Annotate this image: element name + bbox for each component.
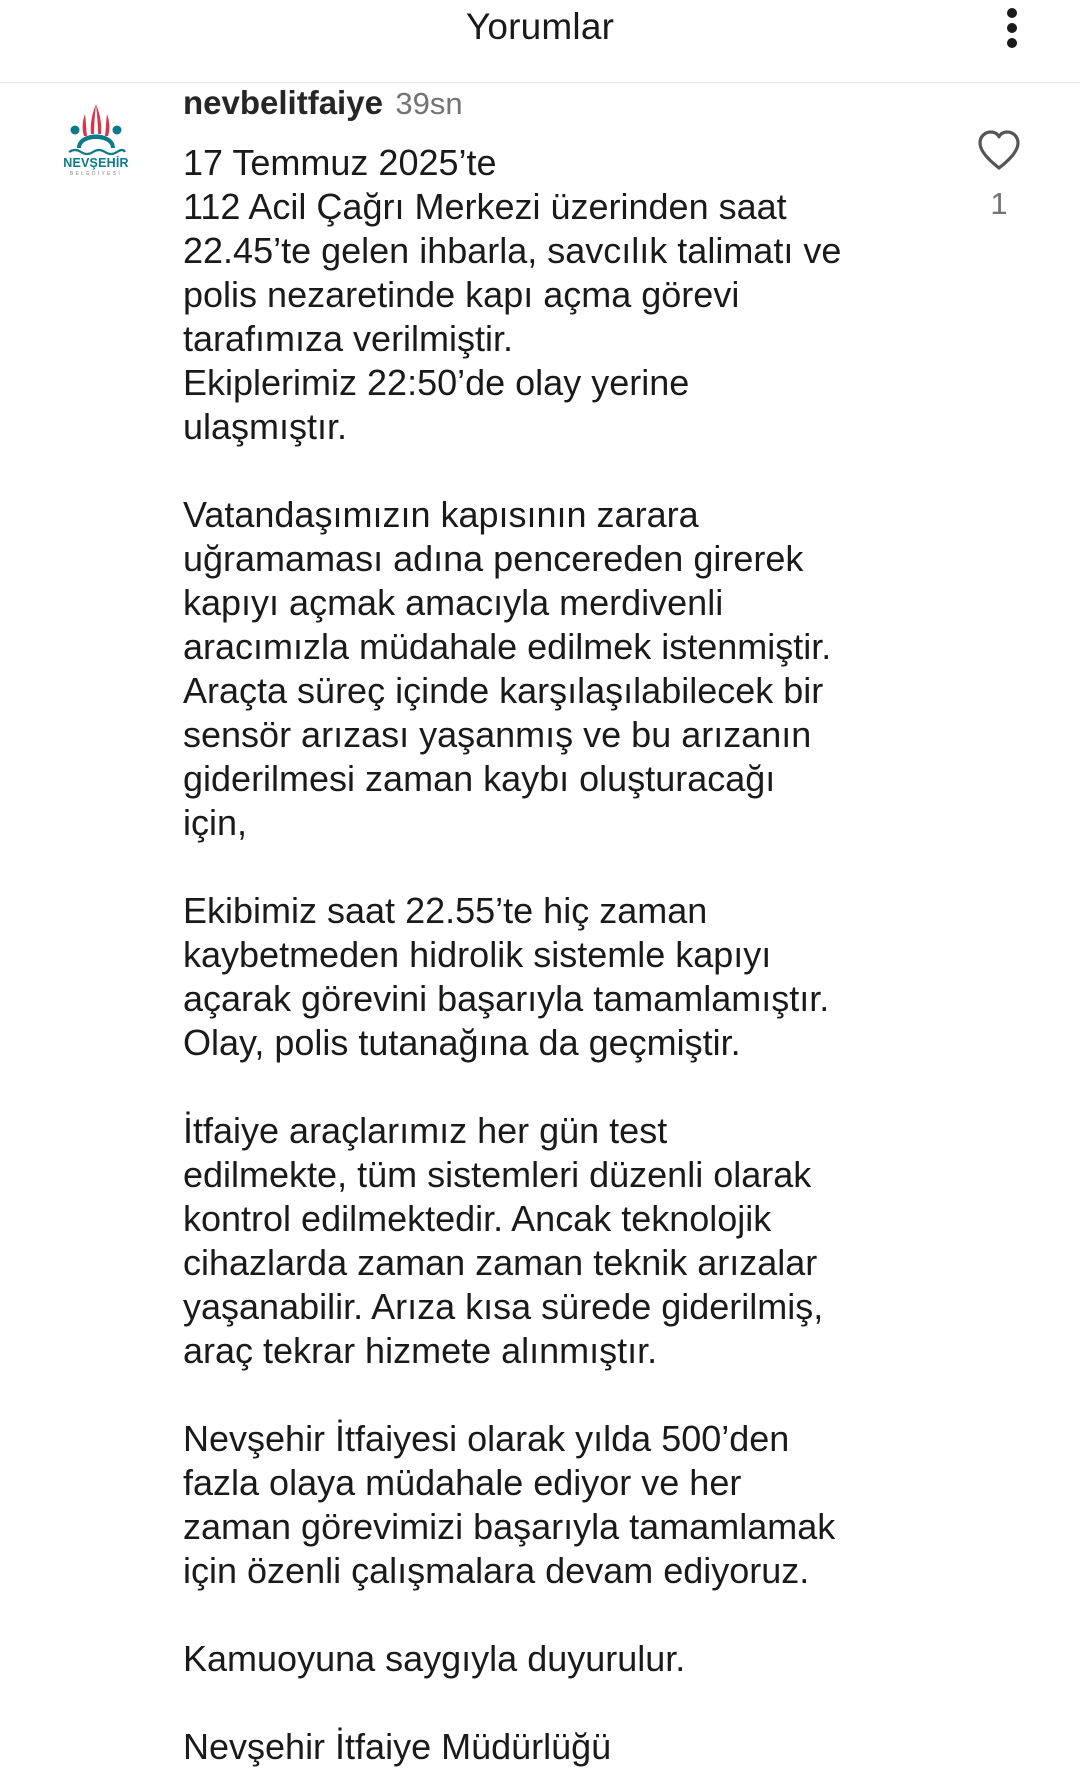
comment-line: giderilmesi zaman kaybı oluşturacağı [183,758,776,799]
comment-line: için, [183,802,248,843]
comment-line: için özenli çalışmalara devam ediyoruz. [183,1550,810,1591]
comment-line: zaman görevimizi başarıyla tamamlamak [183,1506,836,1547]
heart-outline-icon [975,127,1023,173]
comment-line: polis nezaretinde kapı açma görevi [183,274,740,315]
comment-meta [183,84,463,128]
comment-line: kaybetmeden hidrolik sistemle kapıyı [183,934,772,975]
comment-username[interactable]: nevbelitfaiye [183,84,383,121]
comment-line: fazla olaya müdahale ediyor ve her [183,1462,742,1503]
comment-paragraph [183,1417,943,1593]
comment-line: uğramaması adına pencereden girerek [183,538,804,579]
comment-line: tarafımıza verilmiştir. [183,318,514,359]
comment-line: İtfaiye araçlarımız her gün test [183,1110,668,1151]
comment-line: Vatandaşımızın kapısının zarara [183,494,699,535]
avatar-brand-word: NEVŞEHİR [63,156,129,170]
comment-line: 112 Acil Çağrı Merkezi üzerinden saat [183,186,787,227]
comment-timestamp: 39sn [395,86,463,121]
comment-line: Ekibimiz saat 22.55’te hiç zaman [183,890,708,931]
comment-line: 22.45’te gelen ihbarla, savcılık talimatı ve [183,230,842,271]
comment-line: Nevşehir İtfaiye Müdürlüğü [183,1726,612,1767]
comment-line: Ekiplerimiz 22:50’de olay yerine [183,362,690,403]
comment-line: yaşanabilir. Arıza kısa sürede giderilmiş, [183,1286,824,1327]
comment-paragraph [183,1637,943,1681]
comment-line: Olay, polis tutanağına da geçmiştir. [183,1022,741,1063]
page-title: Yorumlar [465,6,615,47]
nevsehir-logo-icon [55,100,137,160]
comment-paragraph [183,889,943,1065]
comment-line: ulaşmıştır. [183,406,348,447]
comment-line: Nevşehir İtfaiyesi olarak yılda 500’den [183,1418,790,1459]
comment-paragraph [183,1109,943,1373]
comment-line: kapıyı açmak amacıyla merdivenli [183,582,724,623]
comment-line: aracımızla müdahale edilmek istenmiştir. [183,626,832,667]
like-button[interactable] [975,127,1023,173]
more-options-button[interactable] [990,2,1034,54]
comment-line: araç tekrar hizmete alınmıştır. [183,1330,658,1371]
comment-line: Kamuoyuna saygıyla duyurulur. [183,1638,686,1679]
comment-line: Araçta süreç içinde karşılaşılabilecek bir [183,670,824,711]
avatar-brand-sub: BELEDİYESİ [69,171,123,177]
comment-line: 17 Temmuz 2025’te [183,142,497,183]
comment-line: kontrol edilmektedir. Ancak teknolojik [183,1198,772,1239]
comment-line: edilmekte, tüm sistemleri düzenli olarak [183,1154,812,1195]
avatar[interactable] [55,100,137,184]
comment-line: sensör arızası yaşanmış ve bu arızanın [183,714,812,755]
comment-paragraph [183,141,943,449]
comment-line: cihazlarda zaman zaman teknik arızalar [183,1242,818,1283]
like-count: 1 [990,186,1008,221]
comments-header [0,0,1080,83]
comment-line: açarak görevini başarıyla tamamlamıştır. [183,978,830,1019]
comment-paragraph [183,1725,943,1769]
comment-text [183,141,943,1769]
comment-paragraph [183,493,943,845]
